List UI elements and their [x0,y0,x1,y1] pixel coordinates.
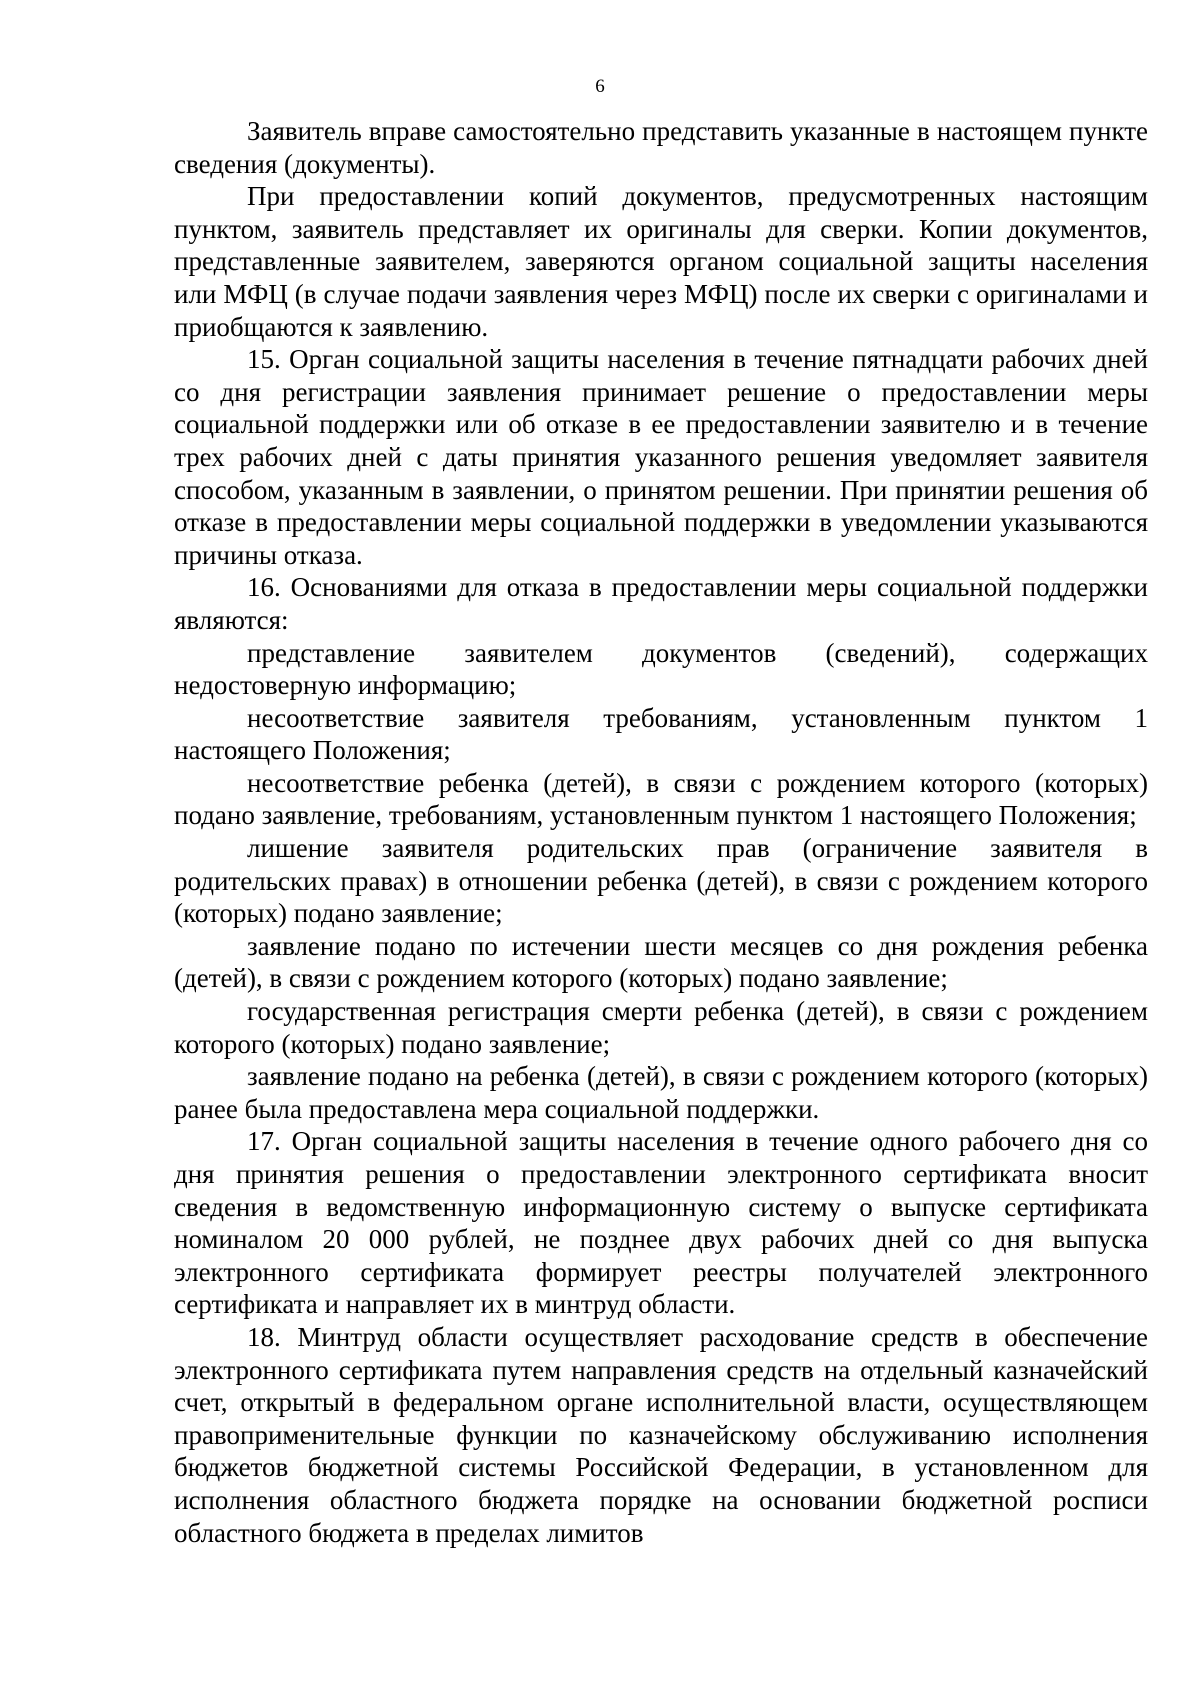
paragraph-applicant-right: Заявитель вправе самостоятельно представить указанные в настоящем пункте сведения (документы). [174,116,1148,179]
paragraph-document-copies: При предоставлении копий документов, предусмотренных настоящим пунктом, заявитель представляет их оригиналы для сверки. Копии документов, представленные заявителем, заверяются органом социальной защиты населения или МФЦ (в случае подачи заявления через МФЦ) после их сверки с оригиналами и приобщаются к заявлению. [174,181,1148,342]
paragraph-item-15: 15. Орган социальной защиты населения в течение пятнадцати рабочих дней со дня регистрации заявления принимает решение о предоставлении меры социальной поддержки или об отказе в ее предоставлении заявителю и в течение трех рабочих дней с даты принятия указанного решения уведомляет заявителя способом, указанным в заявлении, о принятом решении. При принятии решения об отказе в предоставлении меры социальной поддержки в уведомлении указываются причины отказа. [174,344,1148,570]
paragraph-item-18: 18. Минтруд области осуществляет расходование средств в обеспечение электронного сертификата путем направления средств на отдельный казначейский счет, открытый в федеральном органе исполнительной власти, осуществляющем правоприменительные функции по казначейскому обслуживанию исполнения бюджетов бюджетной системы Российской Федерации, в установленном для исполнения областного бюджета порядке на основании бюджетной росписи областного бюджета в пределах лимитов [174,1321,1148,1548]
document-body [174,115,1148,1549]
list-item-previous-support: заявление подано на ребенка (детей), в связи с рождением которого (которых) ранее была предоставлена мера социальной поддержки. [174,1061,1148,1124]
list-item-applicant-mismatch: несоответствие заявителя требованиям, установленным пунктом 1 настоящего Положения; [174,702,1148,766]
paragraph-item-16: 16. Основаниями для отказа в предоставлении меры социальной поддержки являются: [174,572,1148,635]
page-number: 6 [595,76,605,97]
paragraph-item-17: 17. Орган социальной защиты населения в течение одного рабочего дня со дня принятия решения о предоставлении электронного сертификата вносит сведения в ведомственную информационную систему о выпуске сертификата номиналом 20 000 рублей, не позднее двух рабочих дней со дня выпуска электронного сертификата формирует реестры получателей электронного сертификата и направляет их в минтруд области. [174,1126,1148,1320]
list-item-child-mismatch: несоответствие ребенка (детей), в связи с рождением которого (которых) подано заявление, требованиям, установленным пунктом 1 настоящего Положения; [174,767,1148,831]
list-item-late-submission: заявление подано по истечении шести месяцев со дня рождения ребенка (детей), в связи с рождением которого (которых) подано заявление; [174,930,1148,994]
list-item-death-registration: государственная регистрация смерти ребенка (детей), в связи с рождением которого (которых) подано заявление; [174,996,1148,1059]
list-item-unreliable-info: представление заявителем документов (сведений), содержащих недостоверную информацию; [174,637,1148,701]
list-item-parental-rights: лишение заявителя родительских прав (ограничение заявителя в родительских правах) в отношении ребенка (детей), в связи с рождением которого (которых) подано заявление; [174,833,1148,929]
